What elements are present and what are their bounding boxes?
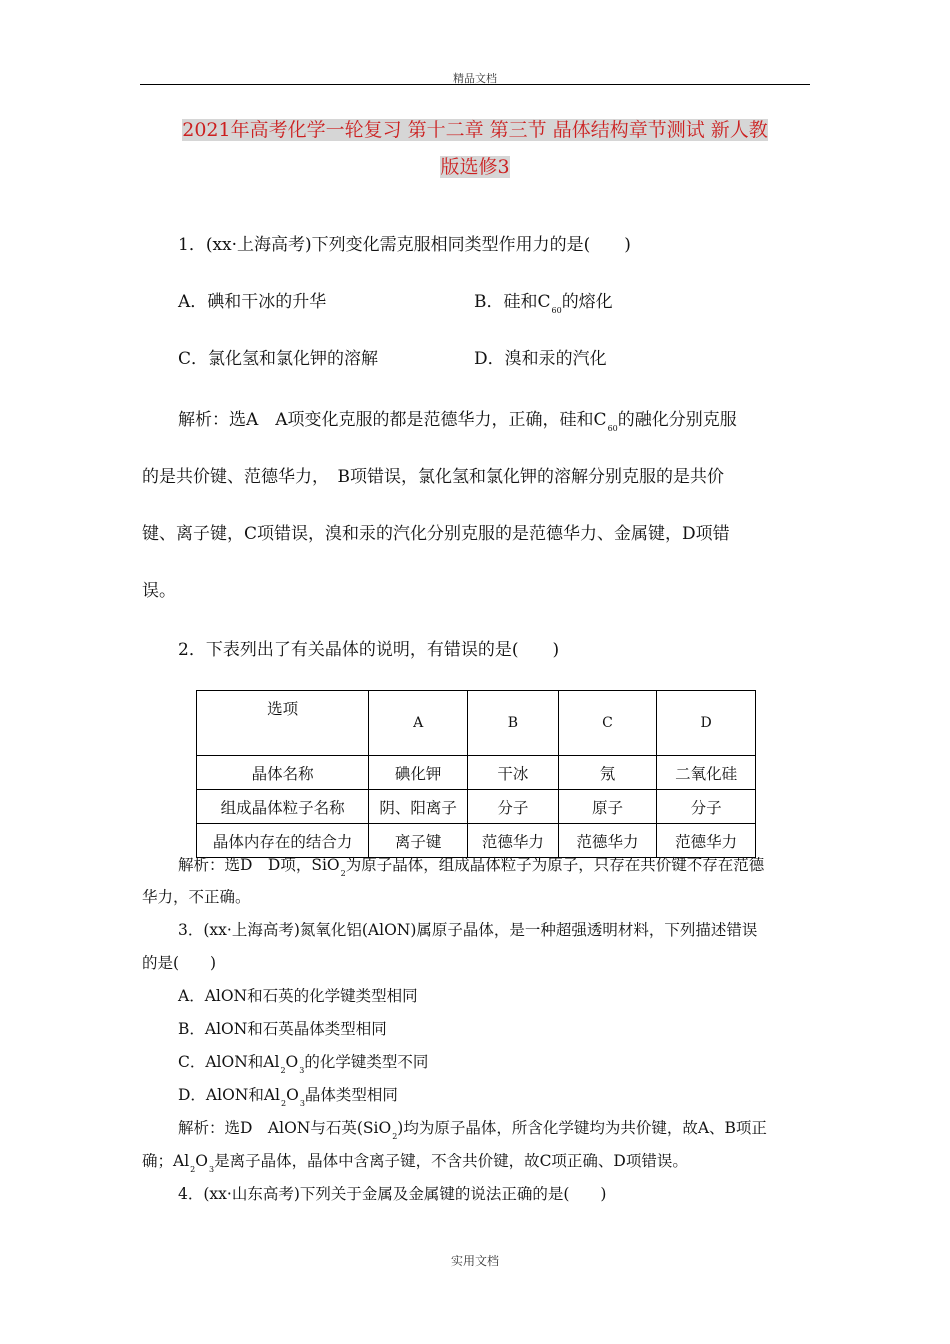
table-cell: 范德华力	[468, 824, 559, 858]
q1-option-d: D．溴和汞的汽化	[474, 349, 607, 369]
table-row	[197, 790, 756, 824]
header-rule	[140, 84, 810, 85]
title-line-1: 2021年高考化学一轮复习 第十二章 第三节 晶体结构章节测试 新人教	[182, 119, 768, 141]
q1-stem: 1．(xx·上海高考)下列变化需克服相同类型作用力的是( )	[178, 235, 631, 255]
table-cell: 原子	[558, 790, 657, 824]
q4-stem: 4．(xx·山东高考)下列关于金属及金属键的说法正确的是( )	[178, 1185, 607, 1203]
table-cell: 晶体内存在的结合力	[197, 824, 369, 858]
q2-stem: 2．下表列出了有关晶体的说明，有错误的是( )	[178, 640, 560, 660]
table-header-cell: C	[558, 691, 657, 756]
table-cell: 离子键	[369, 824, 468, 858]
page-footer: 实用文档	[450, 1254, 499, 1268]
q3-stem-line-2: 的是( )	[142, 954, 217, 972]
q2-answer-line-1: 解析：选D D项，SiO$_2$为原子晶体，组成晶体粒子为原子，只存在共价键不存在范德	[178, 856, 765, 878]
table-cell: 干冰	[468, 756, 559, 790]
table-header-cell: D	[657, 691, 756, 756]
q3-option-c: C．AlON和$Al_2O_3$的化学键类型不同	[178, 1053, 429, 1075]
q1-answer-line-1: 解析：选A A项变化克服的都是范德华力，正确，硅和$C_{60}$的融化分别克服	[178, 410, 737, 433]
table-cell: 范德华力	[558, 824, 657, 858]
table-row	[197, 756, 756, 790]
table-cell: 范德华力	[657, 824, 756, 858]
table-header-cell: 选项	[197, 691, 369, 756]
table-header-cell: B	[468, 691, 559, 756]
q3-option-a: A．AlON和石英的化学键类型相同	[178, 987, 418, 1005]
q1-answer-line-3: 键、离子键，C项错误，溴和汞的汽化分别克服的是范德华力、金属键，D项错	[142, 524, 730, 544]
table-header-row	[197, 691, 756, 756]
q1-answer-line-2: 的是共价键、范德华力， B项错误，氯化氢和氯化钾的溶解分别克服的是共价	[142, 467, 724, 487]
table-cell: 二氧化硅	[657, 756, 756, 790]
table-cell: 晶体名称	[197, 756, 369, 790]
table-cell: 碘化钾	[369, 756, 468, 790]
table-cell: 分子	[657, 790, 756, 824]
table-cell: 分子	[468, 790, 559, 824]
q1-option-b: B．硅和$C_{60}$的熔化	[474, 292, 613, 315]
q1-option-c: C．氯化氢和氯化钾的溶解	[178, 349, 379, 369]
page-header: 精品文档	[453, 72, 497, 85]
crystal-table	[196, 690, 756, 858]
table-cell: 组成晶体粒子名称	[197, 790, 369, 824]
q3-option-b: B．AlON和石英晶体类型相同	[178, 1020, 387, 1038]
table-cell: 氖	[558, 756, 657, 790]
document-title	[142, 112, 808, 186]
q1-option-a: A．碘和干冰的升华	[178, 292, 327, 312]
q3-stem-line-1: 3．(xx·上海高考)氮氧化铝(AlON)属原子晶体，是一种超强透明材料，下列描述错误	[178, 921, 758, 939]
table-cell: 阴、阳离子	[369, 790, 468, 824]
title-line-2: 版选修3	[440, 156, 510, 178]
q3-answer-line-2: 确；$Al_2O_3$是离子晶体，晶体中含离子键，不含共价键，故C项正确、D项错误。	[142, 1152, 688, 1174]
q3-answer-line-1: 解析：选D AlON与石英(SiO$_2$)均为原子晶体，所含化学键均为共价键，故A、B项正	[178, 1119, 767, 1141]
q2-answer-line-2: 华力，不正确。	[142, 888, 251, 906]
q3-option-d: D．AlON和$Al_2O_3$晶体类型相同	[178, 1086, 398, 1108]
table-header-cell: A	[369, 691, 468, 756]
q1-answer-line-4: 误。	[142, 581, 176, 601]
